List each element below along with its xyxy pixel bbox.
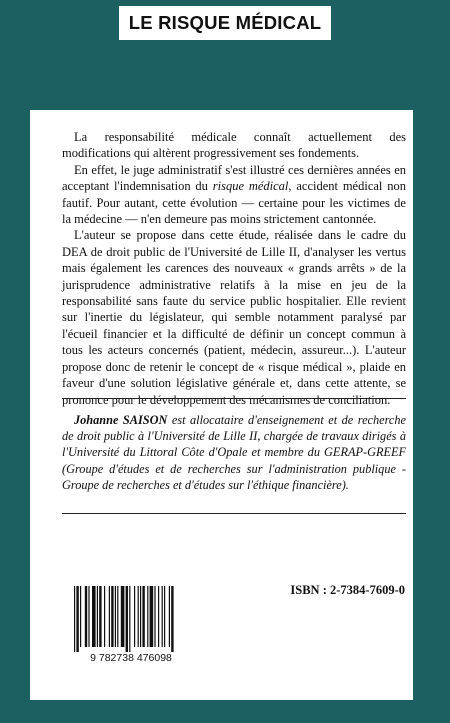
book-title: LE RISQUE MÉDICAL xyxy=(119,6,331,40)
barcode-bar xyxy=(88,586,89,647)
summary-paragraph-1: La responsabilité médicale connaît actuellement des modifications qui altèrent progressivement ses fondements. xyxy=(62,130,406,161)
barcode-bar xyxy=(134,586,135,647)
barcode-bar xyxy=(80,586,81,647)
author-bio xyxy=(62,412,406,493)
barcode-bar xyxy=(117,586,118,647)
author-organization: GERAP-GREEF xyxy=(324,445,406,460)
barcode-bar xyxy=(154,586,155,647)
barcode-bar xyxy=(140,586,141,647)
barcode-bar xyxy=(142,586,144,647)
divider-bottom xyxy=(62,513,406,514)
barcode-bar xyxy=(109,586,110,647)
barcode-bar xyxy=(138,586,139,647)
barcode-bar xyxy=(150,586,154,647)
barcode-digits: 9 782738 476098 xyxy=(90,652,172,664)
barcode-bar xyxy=(162,586,163,647)
barcode-bar xyxy=(121,586,125,647)
barcode-bar xyxy=(158,586,159,647)
barcode xyxy=(66,584,196,664)
barcode-bar xyxy=(115,586,116,647)
barcode-bar xyxy=(111,586,113,647)
barcode-bar xyxy=(97,586,98,647)
summary-paragraph-2 xyxy=(62,162,406,228)
text-panel xyxy=(30,110,413,700)
barcode-bar xyxy=(126,586,128,652)
divider-top xyxy=(62,398,406,399)
barcode-bar xyxy=(104,586,105,647)
author-bio-text-2: (Groupe d'études et de recherches sur l'administration publique - Groupe de recherches et d'études sur l'éthique financière). xyxy=(62,461,406,492)
barcode-bar xyxy=(164,586,165,647)
book-summary xyxy=(62,129,406,408)
barcode-bar xyxy=(99,586,101,647)
summary-p2-start: En effet, le juge administratif s'est illustré ces dernières années en acceptant l'indemnisation du xyxy=(62,162,406,194)
barcode-bars xyxy=(74,586,174,652)
isbn-label: ISBN : 2-7384-7609-0 xyxy=(290,583,405,597)
barcode-bar xyxy=(76,586,78,652)
barcode-bar xyxy=(171,586,173,652)
barcode-bar xyxy=(129,586,130,652)
summary-p2-end: , accident médical non fautif. Pour autant, cette évolution — certaine pour les victimes de la médecine — n'en demeure pas moins strictement cantonnée. xyxy=(62,179,406,227)
summary-paragraph-3: L'auteur se propose dans cette étude, réalisée dans le cadre du DEA de droit public de l'Université de Lille II, d'analyser les vertus mais également les carences des nouveaux « grands arrêts » de la jurisprudence administrative relatifs à la mise en jeu de la responsabilité sans faute du service public hospitalier. Elle revient sur l'inertie du législateur, qui semble notamment paralysé par l'écueil financier et la difficulté de définir un concept commun à tous les acteurs concernés (patient, médecin, assureur...). L'auteur propose donc de retenir le concept de « risque médical », plaide en faveur d'une solution législative générale et, dans cette attente, se prononce pour le développement des mécanismes de conciliation. xyxy=(62,228,406,407)
author-name: Johanne SAISON xyxy=(74,413,168,427)
barcode-bar xyxy=(92,586,96,647)
author-bio-text-1: est allocataire d'enseignement et de recherche de droit public à l'Université de Lille II, chargée de travaux dirigés à l'Université du Littoral Côte d'Opale et membre du xyxy=(62,413,406,460)
barcode-bar xyxy=(74,586,75,652)
barcode-bar xyxy=(85,586,87,647)
barcode-bar xyxy=(147,586,148,647)
barcode-bar xyxy=(169,586,170,647)
summary-p2-term: risque médical xyxy=(212,179,289,194)
